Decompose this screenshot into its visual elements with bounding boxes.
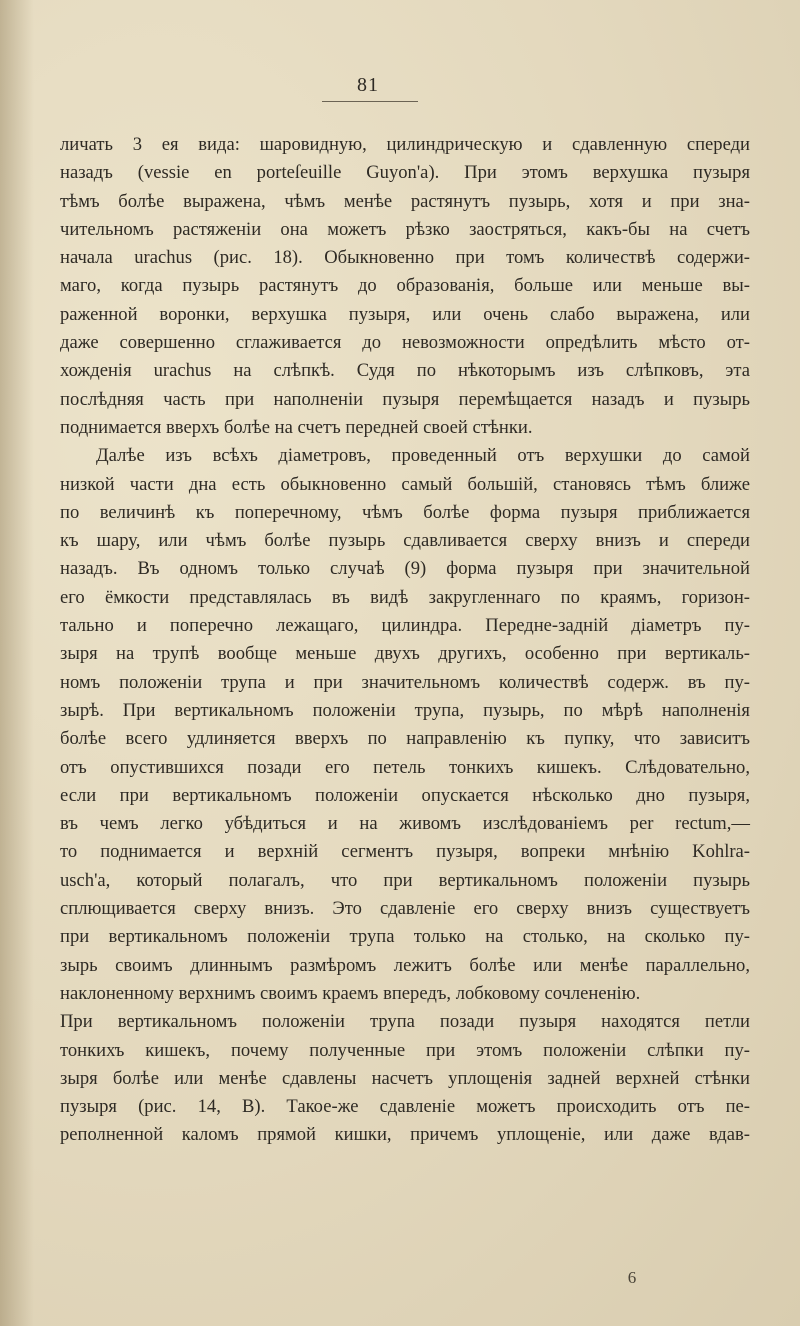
text-line: номъ положеніи трупа и при значительномъ количествѣ содерж. въ пу- bbox=[60, 671, 750, 693]
text-line: къ шару, или чѣмъ болѣе пузырь сдавливается сверху внизъ и спереди bbox=[60, 530, 750, 552]
text-line: реполненной каломъ прямой кишки, причемъ уплощеніе, или даже вдав- bbox=[60, 1124, 750, 1146]
text-line: личать 3 ея вида: шаровидную, цилиндрическую и сдавленную спереди bbox=[60, 134, 750, 155]
text-line: болѣе всего удлиняется вверхъ по направленію къ пупку, что зависитъ bbox=[60, 728, 750, 750]
text-line: отъ опустившихся позади его петель тонкихъ кишекъ. Слѣдовательно, bbox=[60, 756, 750, 778]
text-line: тѣмъ болѣе выражена, чѣмъ менѣе растянутъ пузырь, хотя и при зна- bbox=[60, 190, 750, 212]
text-line: Далѣе изъ всѣхъ діаметровъ, проведенный отъ верхушки до самой bbox=[96, 445, 750, 467]
text-line: тонкихъ кишекъ, почему полученные при этомъ положеніи слѣпки пу- bbox=[60, 1039, 750, 1061]
text-line: тально и поперечно лежащаго, цилиндра. Передне-задній діаметръ пу- bbox=[60, 615, 750, 637]
page-number: 81 bbox=[357, 74, 379, 96]
text-line: назадъ. Въ одномъ только случаѣ (9) форма пузыря при значительной bbox=[60, 558, 750, 580]
text-line: чительномъ растяженіи она можетъ рѣзко заостряться, какъ-бы на счетъ bbox=[60, 218, 750, 240]
text-line: наклоненному верхнимъ своимъ краемъ впередъ, лобковому сочлененію. bbox=[60, 982, 641, 1004]
text-line: назадъ (vessie en porteſeuille Guyon'a). При этомъ верхушка пузыря bbox=[60, 162, 750, 184]
text-line: зыря болѣе или менѣе сдавлены насчетъ уплощенія задней верхней стѣнки bbox=[60, 1067, 750, 1089]
text-line: если при вертикальномъ положеніи опускается нѣсколько дно пузыря, bbox=[60, 784, 750, 806]
text-line: послѣдняя часть при наполненіи пузыря перемѣщается назадъ и пузырь bbox=[60, 388, 750, 410]
text-line: зырь своимъ длиннымъ размѣромъ лежитъ болѣе или менѣе параллельно, bbox=[60, 954, 750, 976]
text-line: по величинѣ къ поперечному, чѣмъ болѣе форма пузыря приближается bbox=[60, 501, 750, 523]
text-line: начала urachus (рис. 18). Обыкновенно при томъ количествѣ содержи- bbox=[60, 247, 750, 269]
text-line: при вертикальномъ положеніи трупа только на столько, на сколько пу- bbox=[60, 926, 750, 948]
page-edge-shadow bbox=[0, 0, 34, 1326]
text-line: поднимается вверхъ болѣе на счетъ передней своей стѣнки. bbox=[60, 416, 533, 438]
text-line: раженной воронки, верхушка пузыря, или очень слабо выражена, или bbox=[60, 303, 750, 325]
text-line: При вертикальномъ положеніи трупа позади пузыря находятся петли bbox=[60, 1011, 750, 1033]
text-line: usch'a, который полагалъ, что при вертикальномъ положеніи пузырь bbox=[60, 869, 750, 891]
text-line: низкой части дна есть обыкновенно самый большій, становясь тѣмъ ближе bbox=[60, 473, 750, 495]
text-line: его ёмкости представлялась въ видѣ закругленнаго по краямъ, горизон- bbox=[60, 586, 750, 608]
text-line: даже совершенно сглаживается до невозможности опредѣлить мѣсто от- bbox=[60, 332, 750, 354]
text-line: хожденія urachus на слѣпкѣ. Судя по нѣкоторымъ изъ слѣпковъ, эта bbox=[60, 360, 750, 382]
text-line: пузыря (рис. 14, B). Такое-же сдавленіе можетъ происходить отъ пе- bbox=[60, 1096, 750, 1118]
text-line: зыря на трупѣ вообще меньше двухъ другихъ, особенно при вертикаль- bbox=[60, 643, 750, 665]
text-line: маго, когда пузырь растянутъ до образованія, больше или меньше вы- bbox=[60, 275, 750, 297]
body-text bbox=[60, 131, 750, 1150]
printer-signature-mark: 6 bbox=[627, 1268, 637, 1287]
text-line: то поднимается и верхній сегментъ пузыря, вопреки мнѣнію Kohlra- bbox=[60, 841, 750, 863]
text-line: сплющивается сверху внизъ. Это сдавленіе его сверху внизъ существуетъ bbox=[60, 898, 750, 920]
page-number-rule bbox=[322, 101, 418, 102]
text-line: въ чемъ легко убѣдиться и на живомъ изслѣдованіемъ per rectum,— bbox=[60, 813, 750, 835]
text-line: зырѣ. При вертикальномъ положеніи трупа, пузырь, по мѣрѣ наполненія bbox=[60, 699, 750, 721]
